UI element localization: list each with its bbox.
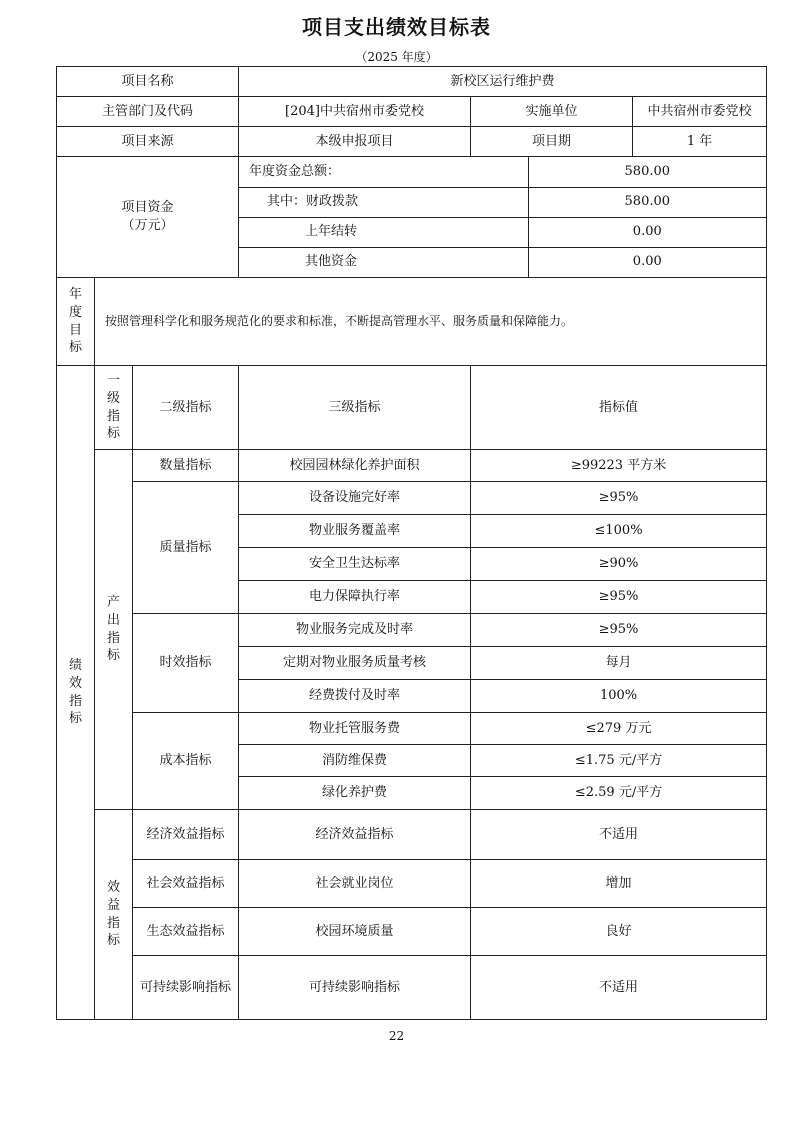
indicator-value: ≤2.59 元/平方	[471, 777, 767, 810]
social-benefit-label: 社会效益指标	[133, 860, 239, 908]
funds-other-value: 0.00	[528, 247, 766, 277]
indicator-value: 不适用	[471, 810, 767, 860]
funds-other-label: 其他资金	[239, 247, 528, 277]
indicator-value: 100%	[471, 680, 767, 713]
level3-header: 三级指标	[239, 366, 471, 450]
indicator-name: 校园环境质量	[239, 908, 471, 956]
indicator-name: 物业服务完成及时率	[239, 614, 471, 647]
indicator-value: ≤279 万元	[471, 713, 767, 745]
indicator-name: 经济效益指标	[239, 810, 471, 860]
performance-goal-table	[56, 66, 767, 1020]
funds-label-line1: 项目资金	[121, 200, 174, 216]
indicator-name: 物业服务覆盖率	[239, 515, 471, 548]
value-header: 指标值	[471, 366, 767, 450]
quality-indicator-label: 质量指标	[133, 482, 239, 614]
project-source-value: 本级申报项目	[239, 127, 471, 157]
funds-total-label: 年度资金总额：	[239, 157, 528, 187]
indicator-value: 每月	[471, 647, 767, 680]
indicator-name: 安全卫生达标率	[239, 548, 471, 581]
indicator-value: 良好	[471, 908, 767, 956]
indicator-name: 可持续影响指标	[239, 956, 471, 1020]
timeliness-indicator-label: 时效指标	[133, 614, 239, 713]
indicator-name: 经费拨付及时率	[239, 680, 471, 713]
quantity-indicator-label: 数量指标	[133, 450, 239, 482]
ecological-benefit-label: 生态效益指标	[133, 908, 239, 956]
funds-fiscal-value: 580.00	[528, 187, 766, 217]
funds-carryover-value: 0.00	[528, 217, 766, 247]
funds-label-line2: （万元）	[121, 218, 174, 233]
indicator-value: ≥95%	[471, 482, 767, 515]
page-number: 22	[388, 1029, 405, 1043]
impl-unit-label: 实施单位	[471, 97, 633, 127]
output-indicator-label: 产 出 指 标	[95, 450, 133, 810]
indicator-name: 设备设施完好率	[239, 482, 471, 515]
project-name-value: 新校区运行维护费	[239, 67, 767, 97]
project-name-label: 项目名称	[57, 67, 239, 97]
annual-goal-text: 按照管理科学化和服务规范化的要求和标准，不断提高管理水平、服务质量和保障能力。	[95, 278, 767, 366]
funds-fiscal-label: 其中：财政拨款	[239, 187, 528, 217]
project-period-label: 项目期	[471, 127, 633, 157]
indicator-value: ≥90%	[471, 548, 767, 581]
annual-goal-label: 年 度 目 标	[57, 278, 95, 366]
indicator-name: 绿化养护费	[239, 777, 471, 810]
level2-header: 二级指标	[133, 366, 239, 450]
indicator-value: ≤1.75 元/平方	[471, 745, 767, 777]
dept-label: 主管部门及代码	[57, 97, 239, 127]
indicator-value: ≥99223 平方米	[471, 450, 767, 482]
indicator-name: 物业托管服务费	[239, 713, 471, 745]
dept-value: [204]中共宿州市委党校	[239, 97, 471, 127]
page-title: 项目支出绩效目标表	[302, 15, 491, 39]
funds-total-value: 580.00	[528, 157, 766, 187]
benefit-indicator-label: 效 益 指 标	[95, 810, 133, 1020]
indicator-name: 定期对物业服务质量考核	[239, 647, 471, 680]
indicator-value: ≥95%	[471, 614, 767, 647]
funds-label	[57, 157, 239, 278]
economic-benefit-label: 经济效益指标	[133, 810, 239, 860]
project-source-label: 项目来源	[57, 127, 239, 157]
indicator-name: 社会就业岗位	[239, 860, 471, 908]
indicator-name: 电力保障执行率	[239, 581, 471, 614]
indicator-value: 不适用	[471, 956, 767, 1020]
cost-indicator-label: 成本指标	[133, 713, 239, 810]
performance-label: 绩 效 指 标	[57, 366, 95, 1020]
indicator-name: 校园园林绿化养护面积	[239, 450, 471, 482]
funds-carryover-label: 上年结转	[239, 217, 528, 247]
level1-header: 一 级 指 标	[95, 366, 133, 450]
year-label: （2025 年度）	[355, 50, 438, 64]
indicator-value: ≤100%	[471, 515, 767, 548]
indicator-value: ≥95%	[471, 581, 767, 614]
funds-breakdown	[239, 157, 767, 278]
impl-unit-value: 中共宿州市委党校	[633, 97, 767, 127]
indicator-value: 增加	[471, 860, 767, 908]
sustainable-impact-label: 可持续影响指标	[133, 956, 239, 1020]
indicator-name: 消防维保费	[239, 745, 471, 777]
project-period-value: 1 年	[633, 127, 767, 157]
